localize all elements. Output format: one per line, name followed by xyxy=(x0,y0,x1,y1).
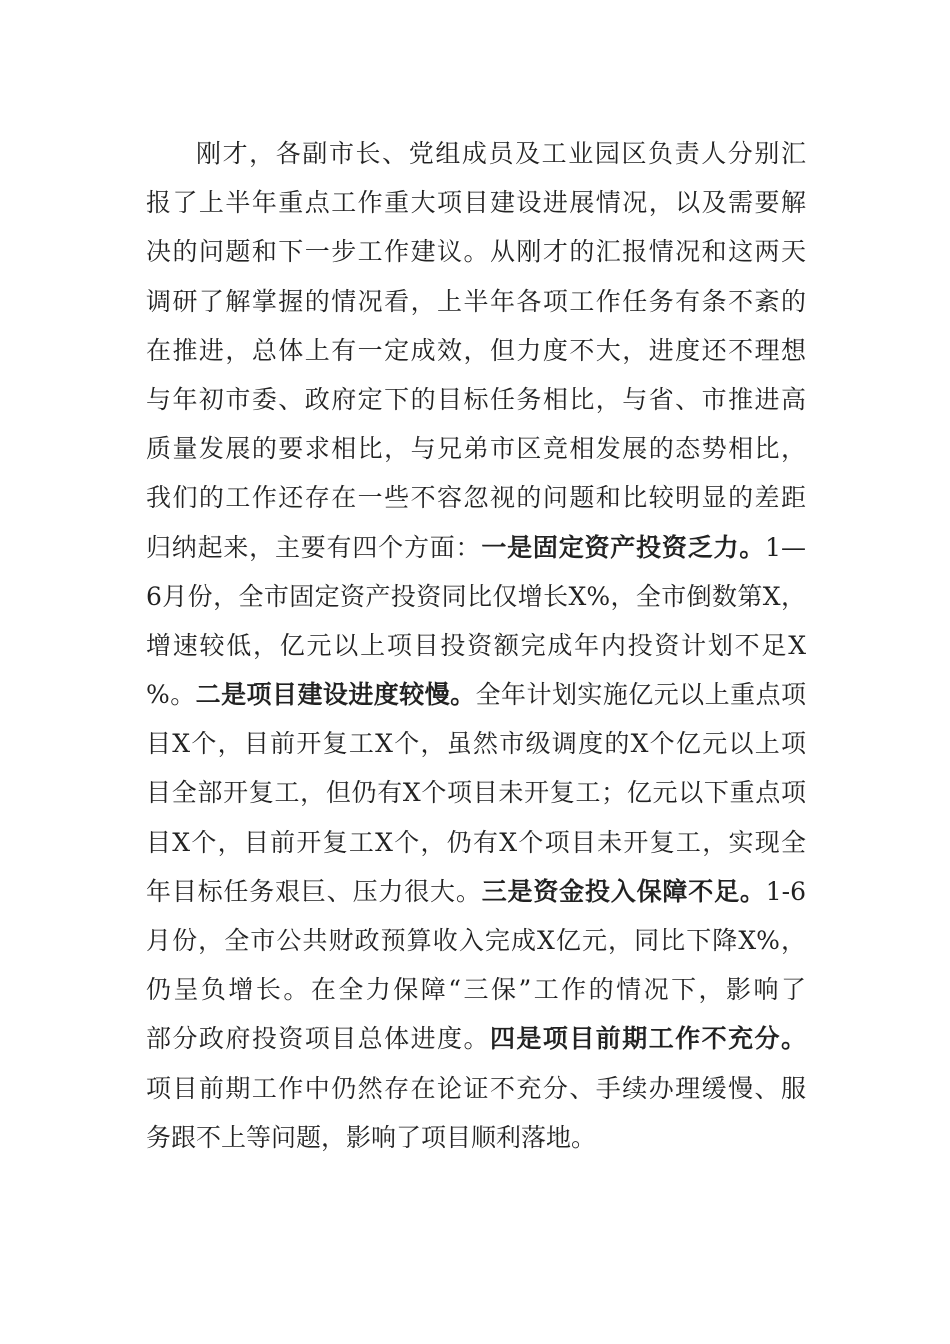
text-segment: 6月份，全市固定资产投资同比仅增长X%，全市倒数第X， xyxy=(146,581,806,611)
text-line xyxy=(146,277,806,326)
text-segment: %。 xyxy=(146,680,196,710)
text-line xyxy=(146,326,806,375)
bold-heading-phrase: 四是项目前期工作不充分。 xyxy=(489,1024,806,1054)
text-segment: 目全部开复工，但仍有X个项目未开复工；亿元以下重点项 xyxy=(146,778,806,808)
text-line xyxy=(146,178,806,227)
text-segment: 在推进，总体上有一定成效，但力度不大，进度还不理想 xyxy=(146,335,806,365)
text-line xyxy=(146,916,806,965)
text-segment: 报了上半年重点工作重大项目建设进展情况，以及需要解 xyxy=(146,188,806,218)
text-segment: 仍呈负增长。在全力保障“三保”工作的情况下，影响了 xyxy=(146,975,806,1005)
text-segment: 与年初市委、政府定下的目标任务相比，与省、市推进高 xyxy=(146,384,806,414)
text-line xyxy=(146,1064,806,1113)
text-segment: 月份，全市公共财政预算收入完成X亿元，同比下降X%， xyxy=(146,926,806,955)
bold-heading-phrase: 三是资金投入保障不足。 xyxy=(481,876,766,906)
text-line xyxy=(146,867,806,916)
text-segment: 1-6 xyxy=(765,876,806,906)
text-segment: 务跟不上等问题，影响了项目顺利落地。 xyxy=(146,1122,597,1152)
text-segment: 1— xyxy=(765,532,806,562)
text-segment: 决的问题和下一步工作建议。从刚才的汇报情况和这两天 xyxy=(146,237,806,267)
text-segment: 部分政府投资项目总体进度。 xyxy=(146,1024,490,1054)
text-segment: 目X个，目前开复工X个，虽然市级调度的X个亿元以上项 xyxy=(146,729,806,759)
text-line xyxy=(146,572,806,621)
text-line xyxy=(146,523,806,572)
text-line xyxy=(146,1014,806,1063)
bold-heading-phrase: 二是项目建设进度较慢。 xyxy=(195,680,476,710)
text-line xyxy=(146,670,806,719)
text-line xyxy=(146,719,806,768)
text-line xyxy=(146,424,806,473)
text-segment: 质量发展的要求相比，与兄弟市区竞相发展的态势相比， xyxy=(146,434,806,464)
text-line xyxy=(146,1113,806,1162)
text-segment: 目X个，目前开复工X个，仍有X个项目未开复工，实现全 xyxy=(146,827,806,857)
text-line xyxy=(146,818,806,867)
text-segment: 刚才，各副市长、党组成员及工业园区负责人分别汇 xyxy=(196,139,806,168)
text-segment: 调研了解掌握的情况看，上半年各项工作任务有条不紊的 xyxy=(146,286,806,316)
text-segment: 我们的工作还存在一些不容忽视的问题和比较明显的差距 xyxy=(146,483,806,513)
text-line xyxy=(146,768,806,817)
text-line xyxy=(146,621,806,670)
text-line xyxy=(146,965,806,1014)
text-line xyxy=(146,129,806,178)
text-line xyxy=(146,375,806,424)
text-segment: 年目标任务艰巨、压力很大。 xyxy=(146,876,482,906)
text-segment: 项目前期工作中仍然存在论证不充分、手续办理缓慢、服 xyxy=(146,1073,806,1103)
text-line xyxy=(146,473,806,522)
text-segment: 归纳起来，主要有四个方面： xyxy=(146,532,482,562)
text-segment: 增速较低，亿元以上项目投资额完成年内投资计划不足X xyxy=(146,630,806,660)
text-line xyxy=(146,227,806,276)
text-segment: 全年计划实施亿元以上重点项 xyxy=(475,680,806,710)
bold-heading-phrase: 一是固定资产投资乏力。 xyxy=(481,532,766,562)
body-paragraph xyxy=(146,129,806,1162)
